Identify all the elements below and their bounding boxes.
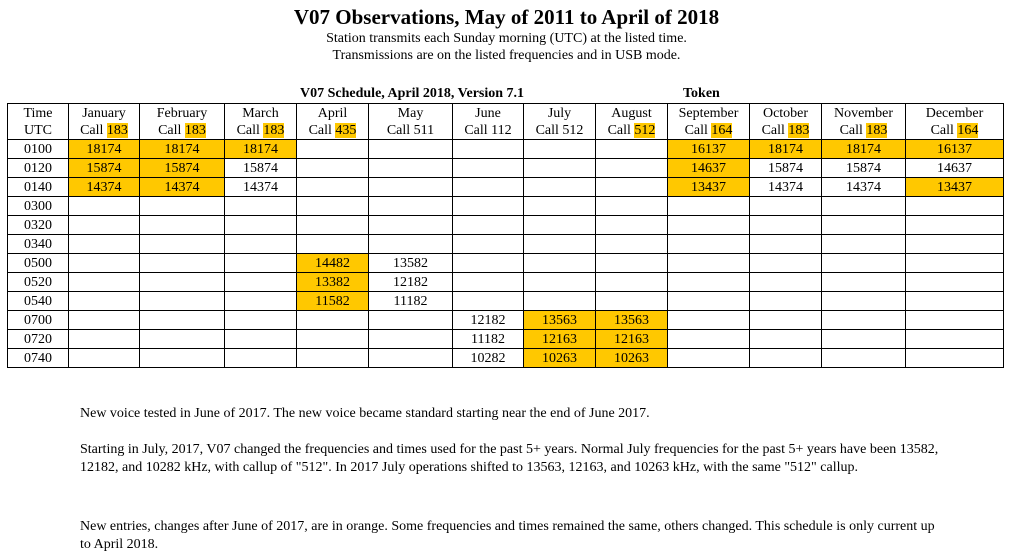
frequency-cell bbox=[140, 292, 225, 311]
month-name: November bbox=[833, 105, 894, 121]
frequency-cell bbox=[297, 311, 369, 330]
frequency-cell: 12163 bbox=[524, 330, 596, 349]
call-number: 183 bbox=[866, 122, 888, 138]
frequency-cell: 14374 bbox=[750, 178, 822, 197]
month-name: September bbox=[678, 105, 739, 121]
frequency-cell bbox=[822, 235, 906, 254]
frequency-cell bbox=[453, 197, 524, 216]
frequency-cell bbox=[596, 235, 668, 254]
frequency-cell bbox=[369, 197, 453, 216]
frequency-cell bbox=[140, 349, 225, 368]
frequency-cell bbox=[140, 197, 225, 216]
frequency-cell bbox=[369, 140, 453, 159]
time-cell: 0500 bbox=[8, 254, 69, 273]
month-header-october bbox=[750, 104, 822, 140]
table-row bbox=[8, 330, 1004, 349]
month-header-november bbox=[822, 104, 906, 140]
frequency-cell bbox=[668, 330, 750, 349]
frequency-cell bbox=[906, 235, 1004, 254]
frequency-cell: 15874 bbox=[69, 159, 140, 178]
time-cell: 0520 bbox=[8, 273, 69, 292]
frequency-cell: 13437 bbox=[668, 178, 750, 197]
frequency-cell bbox=[524, 254, 596, 273]
call-prefix: Call bbox=[535, 122, 559, 138]
frequency-cell bbox=[225, 292, 297, 311]
call-number: 183 bbox=[184, 122, 206, 138]
note-new-voice: New voice tested in June of 2017. The new voice became standard starting near the end of June 2017. bbox=[80, 406, 650, 421]
frequency-cell bbox=[668, 273, 750, 292]
time-header-line1: Time bbox=[23, 105, 53, 121]
table-row bbox=[8, 159, 1004, 178]
frequency-cell bbox=[906, 292, 1004, 311]
time-cell: 0700 bbox=[8, 311, 69, 330]
frequency-cell bbox=[369, 235, 453, 254]
month-header-january bbox=[69, 104, 140, 140]
frequency-cell bbox=[750, 254, 822, 273]
month-call bbox=[668, 122, 749, 139]
frequency-cell: 18174 bbox=[140, 140, 225, 159]
frequency-cell: 12182 bbox=[369, 273, 453, 292]
frequency-cell: 14374 bbox=[140, 178, 225, 197]
time-header-line2: UTC bbox=[24, 122, 52, 138]
frequency-cell bbox=[668, 311, 750, 330]
frequency-cell: 15874 bbox=[140, 159, 225, 178]
frequency-cell bbox=[750, 311, 822, 330]
frequency-cell bbox=[69, 311, 140, 330]
frequency-cell bbox=[225, 254, 297, 273]
call-prefix: Call bbox=[386, 122, 411, 138]
frequency-cell bbox=[140, 235, 225, 254]
frequency-cell bbox=[524, 159, 596, 178]
frequency-cell bbox=[225, 235, 297, 254]
frequency-cell bbox=[822, 273, 906, 292]
month-call bbox=[822, 122, 905, 139]
frequency-cell: 13437 bbox=[906, 178, 1004, 197]
month-name: December bbox=[925, 105, 984, 121]
page-title: V07 Observations, May of 2011 to April of 2018 bbox=[293, 5, 720, 29]
frequency-cell: 11182 bbox=[453, 330, 524, 349]
frequency-cell bbox=[750, 292, 822, 311]
month-call bbox=[524, 122, 595, 139]
month-name: October bbox=[762, 105, 809, 121]
frequency-cell: 14482 bbox=[297, 254, 369, 273]
frequency-cell bbox=[297, 216, 369, 235]
call-prefix: Call bbox=[607, 122, 631, 138]
table-row bbox=[8, 273, 1004, 292]
frequency-cell bbox=[453, 140, 524, 159]
schedule-heading: V07 Schedule, April 2018, Version 7.1 bbox=[300, 86, 525, 101]
frequency-cell bbox=[668, 254, 750, 273]
frequency-cell: 16137 bbox=[906, 140, 1004, 159]
frequency-cell bbox=[297, 140, 369, 159]
frequency-cell bbox=[750, 235, 822, 254]
frequency-cell bbox=[668, 197, 750, 216]
call-number: 164 bbox=[957, 122, 979, 138]
frequency-cell: 14374 bbox=[69, 178, 140, 197]
token-label: Token bbox=[683, 86, 720, 101]
month-header-december bbox=[906, 104, 1004, 140]
header-row bbox=[8, 104, 1004, 140]
frequency-cell bbox=[140, 254, 225, 273]
frequency-cell bbox=[524, 197, 596, 216]
frequency-cell bbox=[453, 235, 524, 254]
time-cell: 0100 bbox=[8, 140, 69, 159]
frequency-cell bbox=[750, 273, 822, 292]
schedule-table bbox=[7, 103, 1004, 368]
frequency-cell bbox=[596, 292, 668, 311]
table-row bbox=[8, 197, 1004, 216]
time-cell: 0720 bbox=[8, 330, 69, 349]
frequency-cell bbox=[596, 216, 668, 235]
frequency-cell bbox=[69, 216, 140, 235]
frequency-cell bbox=[750, 197, 822, 216]
frequency-cell bbox=[453, 178, 524, 197]
time-cell: 0120 bbox=[8, 159, 69, 178]
frequency-cell: 13382 bbox=[297, 273, 369, 292]
table-row bbox=[8, 178, 1004, 197]
call-prefix: Call bbox=[464, 122, 488, 138]
table-row bbox=[8, 140, 1004, 159]
call-number: 183 bbox=[263, 122, 285, 138]
frequency-cell bbox=[668, 235, 750, 254]
frequency-cell: 13582 bbox=[369, 254, 453, 273]
frequency-cell bbox=[668, 216, 750, 235]
note-frequency-change: Starting in July, 2017, V07 changed the frequencies and times used for the past 5+ years. Normal July frequencies for the past 5+ years have been 13582, 12182, and 10282 kHz, with callup of "512". In 2017 July operations shifted to 13563, 12163, and 10263 kHz, with the same "512" callup. bbox=[80, 442, 939, 475]
call-number: 164 bbox=[711, 122, 733, 138]
frequency-cell bbox=[225, 349, 297, 368]
month-header-may bbox=[369, 104, 453, 140]
frequency-cell bbox=[369, 311, 453, 330]
frequency-cell bbox=[225, 311, 297, 330]
frequency-cell bbox=[596, 197, 668, 216]
month-name: May bbox=[397, 105, 424, 121]
frequency-cell: 15874 bbox=[822, 159, 906, 178]
frequency-cell bbox=[668, 349, 750, 368]
frequency-cell bbox=[369, 178, 453, 197]
table-row bbox=[8, 292, 1004, 311]
frequency-cell bbox=[369, 330, 453, 349]
table-row bbox=[8, 311, 1004, 330]
frequency-cell bbox=[750, 216, 822, 235]
frequency-cell bbox=[140, 216, 225, 235]
month-call bbox=[906, 122, 1003, 139]
frequency-cell bbox=[453, 159, 524, 178]
frequency-cell: 13563 bbox=[524, 311, 596, 330]
frequency-cell: 10263 bbox=[596, 349, 668, 368]
frequency-cell bbox=[906, 216, 1004, 235]
call-prefix: Call bbox=[930, 122, 954, 138]
frequency-cell bbox=[596, 159, 668, 178]
frequency-cell bbox=[822, 330, 906, 349]
frequency-cell bbox=[906, 349, 1004, 368]
frequency-cell bbox=[668, 292, 750, 311]
frequency-cell: 14637 bbox=[668, 159, 750, 178]
frequency-cell bbox=[596, 140, 668, 159]
frequency-cell bbox=[453, 292, 524, 311]
month-header-april bbox=[297, 104, 369, 140]
month-header-march bbox=[225, 104, 297, 140]
subtitle-mode-note: Transmissions are on the listed frequencies and in USB mode. bbox=[332, 48, 681, 63]
frequency-cell: 10282 bbox=[453, 349, 524, 368]
frequency-cell bbox=[822, 197, 906, 216]
call-number: 183 bbox=[106, 122, 128, 138]
frequency-cell bbox=[596, 178, 668, 197]
frequency-cell: 10263 bbox=[524, 349, 596, 368]
frequency-cell bbox=[297, 159, 369, 178]
month-header-february bbox=[140, 104, 225, 140]
frequency-cell: 11582 bbox=[297, 292, 369, 311]
month-call bbox=[453, 122, 523, 139]
table-row bbox=[8, 235, 1004, 254]
frequency-cell bbox=[140, 330, 225, 349]
frequency-cell bbox=[906, 311, 1004, 330]
month-header-june bbox=[453, 104, 524, 140]
month-header-august bbox=[596, 104, 668, 140]
frequency-cell bbox=[750, 330, 822, 349]
frequency-cell bbox=[524, 178, 596, 197]
frequency-cell bbox=[297, 330, 369, 349]
frequency-cell: 16137 bbox=[668, 140, 750, 159]
frequency-cell: 18174 bbox=[750, 140, 822, 159]
frequency-cell: 14374 bbox=[225, 178, 297, 197]
frequency-cell: 14637 bbox=[906, 159, 1004, 178]
frequency-cell: 15874 bbox=[225, 159, 297, 178]
month-name: March bbox=[242, 105, 279, 121]
call-prefix: Call bbox=[308, 122, 332, 138]
month-name: February bbox=[156, 105, 208, 121]
month-name: August bbox=[611, 105, 652, 121]
month-call bbox=[69, 122, 139, 139]
frequency-cell bbox=[69, 254, 140, 273]
time-cell: 0140 bbox=[8, 178, 69, 197]
month-call bbox=[297, 122, 368, 139]
frequency-cell: 13563 bbox=[596, 311, 668, 330]
table-row bbox=[8, 254, 1004, 273]
frequency-cell: 18174 bbox=[69, 140, 140, 159]
frequency-cell: 12182 bbox=[453, 311, 524, 330]
month-header-september bbox=[668, 104, 750, 140]
time-cell: 0320 bbox=[8, 216, 69, 235]
frequency-cell bbox=[524, 216, 596, 235]
time-cell: 0540 bbox=[8, 292, 69, 311]
frequency-cell bbox=[69, 197, 140, 216]
time-cell: 0340 bbox=[8, 235, 69, 254]
frequency-cell bbox=[822, 292, 906, 311]
call-number: 512 bbox=[562, 122, 584, 138]
call-number: 435 bbox=[335, 122, 357, 138]
frequency-cell bbox=[822, 349, 906, 368]
frequency-cell: 11182 bbox=[369, 292, 453, 311]
frequency-cell: 12163 bbox=[596, 330, 668, 349]
month-header-july bbox=[524, 104, 596, 140]
frequency-cell bbox=[906, 254, 1004, 273]
time-cell: 0740 bbox=[8, 349, 69, 368]
frequency-cell bbox=[524, 235, 596, 254]
month-call bbox=[596, 122, 667, 139]
frequency-cell bbox=[369, 159, 453, 178]
frequency-cell bbox=[225, 216, 297, 235]
frequency-cell bbox=[524, 140, 596, 159]
subtitle-schedule-note: Station transmits each Sunday morning (UTC) at the listed time. bbox=[326, 31, 687, 46]
frequency-cell bbox=[524, 273, 596, 292]
month-call bbox=[750, 122, 821, 139]
frequency-cell bbox=[69, 330, 140, 349]
call-prefix: Call bbox=[80, 122, 104, 138]
call-prefix: Call bbox=[684, 122, 708, 138]
call-prefix: Call bbox=[158, 122, 182, 138]
frequency-cell bbox=[453, 273, 524, 292]
frequency-cell bbox=[140, 311, 225, 330]
month-name: July bbox=[547, 105, 572, 121]
call-prefix: Call bbox=[839, 122, 863, 138]
frequency-cell bbox=[225, 197, 297, 216]
time-cell: 0300 bbox=[8, 197, 69, 216]
frequency-cell bbox=[822, 254, 906, 273]
frequency-cell: 18174 bbox=[225, 140, 297, 159]
note-orange-legend: New entries, changes after June of 2017, are in orange. Some frequencies and times remained the same, others changed. This schedule is only current up to April 2018. bbox=[80, 519, 935, 552]
frequency-cell bbox=[822, 311, 906, 330]
frequency-cell bbox=[453, 216, 524, 235]
frequency-cell bbox=[524, 292, 596, 311]
month-name: June bbox=[475, 105, 501, 121]
frequency-cell: 15874 bbox=[750, 159, 822, 178]
month-name: January bbox=[82, 105, 126, 121]
month-call bbox=[369, 122, 452, 139]
frequency-cell bbox=[225, 273, 297, 292]
frequency-cell: 14374 bbox=[822, 178, 906, 197]
frequency-cell bbox=[225, 330, 297, 349]
month-call bbox=[225, 122, 296, 139]
call-number: 511 bbox=[413, 122, 435, 138]
call-prefix: Call bbox=[236, 122, 260, 138]
month-call bbox=[140, 122, 224, 139]
table-row bbox=[8, 216, 1004, 235]
call-number: 112 bbox=[491, 122, 512, 138]
month-name: April bbox=[317, 105, 348, 121]
frequency-cell bbox=[69, 292, 140, 311]
frequency-cell bbox=[297, 349, 369, 368]
call-number: 512 bbox=[634, 122, 656, 138]
frequency-cell bbox=[69, 235, 140, 254]
frequency-cell: 18174 bbox=[822, 140, 906, 159]
frequency-cell bbox=[906, 330, 1004, 349]
frequency-cell bbox=[822, 216, 906, 235]
time-header bbox=[8, 104, 69, 140]
call-prefix: Call bbox=[761, 122, 785, 138]
frequency-cell bbox=[69, 273, 140, 292]
frequency-cell bbox=[596, 273, 668, 292]
frequency-cell bbox=[750, 349, 822, 368]
frequency-cell bbox=[453, 254, 524, 273]
call-number: 183 bbox=[788, 122, 810, 138]
frequency-cell bbox=[369, 349, 453, 368]
frequency-cell bbox=[69, 349, 140, 368]
frequency-cell bbox=[297, 235, 369, 254]
frequency-cell bbox=[906, 197, 1004, 216]
frequency-cell bbox=[369, 216, 453, 235]
frequency-cell bbox=[140, 273, 225, 292]
table-row bbox=[8, 349, 1004, 368]
frequency-cell bbox=[297, 178, 369, 197]
frequency-cell bbox=[906, 273, 1004, 292]
frequency-cell bbox=[596, 254, 668, 273]
frequency-cell bbox=[297, 197, 369, 216]
